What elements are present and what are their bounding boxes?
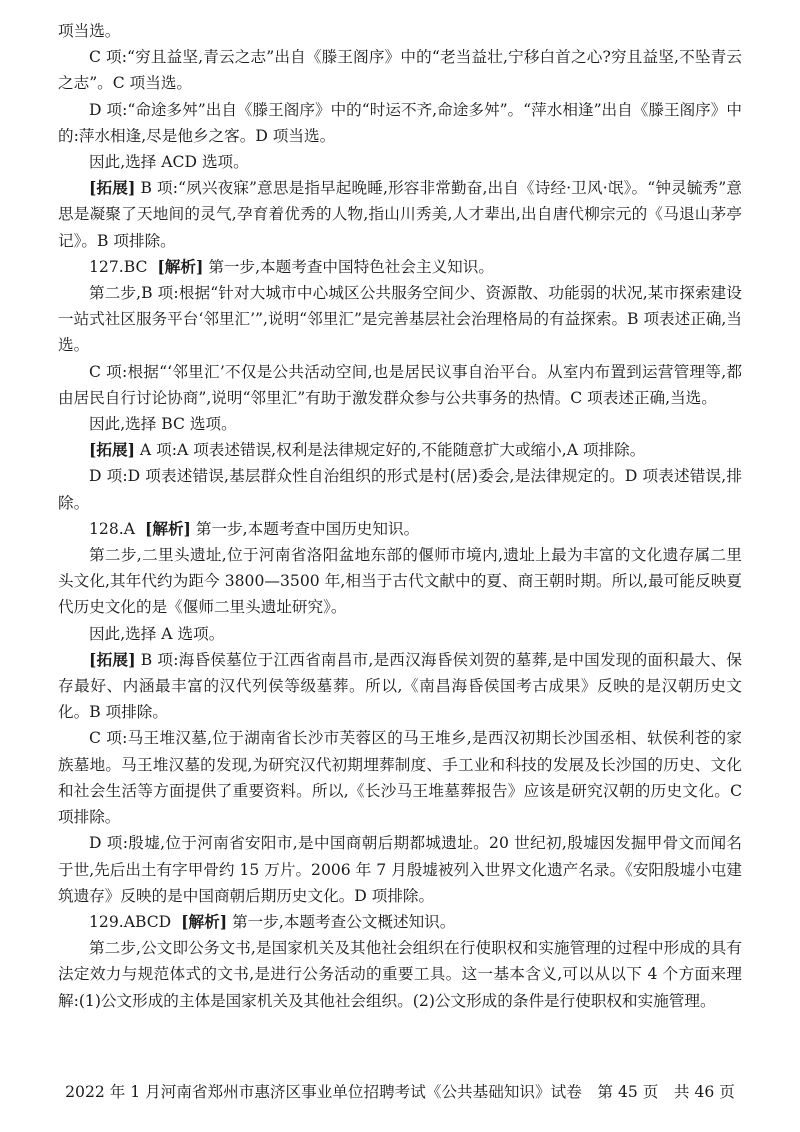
paragraph-p7	[58, 280, 742, 359]
text-run: 因此,选择 BC 选项。	[89, 415, 237, 434]
text-run: 128.A	[89, 519, 135, 538]
text-run: 第二步,二里头遗址,位于河南省洛阳盆地东部的偃师市境内,遗址上最为丰富的文化遗存属二里头文化,其年代约为距今 3800—3500 年,相当于古代文献中的夏、商王朝时期。所以,最可能反映夏代历史文化的是《偃师二里头遗址研究》。	[58, 546, 742, 617]
page-footer: 2022 年 1 月河南省郑州市惠济区事业单位招聘考试《公共基础知识》试卷 第 45 页 共 46 页	[65, 1083, 735, 1101]
paragraph-p8	[58, 359, 742, 411]
text-run: 第二步,公文即公务文书,是国家机关及其他社会组织在行使职权和实施管理的过程中形成的具有法定效力与规范体式的文书,是进行公务活动的重要工具。这一基本含义,可以从以下 4 个方面来理解:(1)公文形成的主体是国家机关及其他社会组织。(2)公文形成的条件是行使职权和实施管理。	[58, 939, 742, 1010]
paragraph-p14	[58, 621, 742, 647]
paragraph-p12	[58, 516, 742, 542]
paragraph-p18	[58, 909, 742, 935]
paragraph-p15	[58, 647, 742, 726]
text-run: B 项:海昏侯墓位于江西省南昌市,是西汉海昏侯刘贺的墓葬,是中国发现的面积最大、保存最好、内涵最丰富的汉代列侯等级墓葬。所以,《南昌海昏侯国考古成果》反映的是汉朝历史文化。B 项排除。	[58, 650, 742, 722]
paragraph-p19	[58, 935, 742, 1014]
text-run: 第二步,B 项:根据“针对大城市中心城区公共服务空间少、资源散、功能弱的状况,某市探索建设一站式社区服务平台‘邻里汇’”,说明“邻里汇”是完善基层社会治理格局的有益探索。B 项表述正确,当选。	[58, 284, 742, 355]
section-tag: [拓展]	[89, 440, 135, 460]
text-run: 项当选。	[58, 22, 121, 40]
text-run: D 项:“命途多舛”出自《滕王阁序》中的“时运不齐,命途多舛”。“萍水相逢”出自《滕王阁序》中的:萍水相逢,尽是他乡之客。D 项当选。	[58, 100, 742, 145]
paragraph-p1	[58, 18, 742, 44]
section-tag: [拓展]	[89, 649, 136, 669]
text-run: C 项:马王堆汉墓,位于湖南省长沙市芙蓉区的马王堆乡,是西汉初期长沙国丞相、轪侯利苍的家族墓地。马王堆汉墓的发现,为研究汉代初期埋葬制度、手工业和科技的发展及长沙国的历史、文化和社会生活等方面提供了重要资料。所以,《长沙马王堆墓葬报告》应该是研究汉朝的历史文化。C 项排除。	[58, 729, 742, 827]
paragraph-p3	[58, 97, 742, 149]
text-run: C 项:“穷且益坚,青云之志”出自《滕王阁序》中的“老当益壮,宁移白首之心?穷且益坚,不坠青云之志”。C 项当选。	[58, 48, 742, 93]
paragraph-p5	[58, 175, 742, 254]
text-run: 第一步,本题考查中国特色社会主义知识。	[203, 257, 494, 276]
text-run: D 项:D 项表述错误,基层群众性自治组织的形式是村(居)委会,是法律规定的。D 项表述错误,排除。	[58, 467, 742, 512]
section-tag: [解析]	[144, 518, 191, 538]
paragraph-p4	[58, 149, 742, 175]
text-run: 127.BC	[89, 257, 148, 276]
paragraph-p11	[58, 463, 742, 515]
paragraph-p6	[58, 254, 742, 280]
text-run: C 项:根据“‘邻里汇’不仅是公共活动空间,也是居民议事自治平台。从室内布置到运营管理等,都由居民自行讨论协商”,说明“邻里汇”有助于激发群众参与公共事务的热情。C 项表述正确,当选。	[58, 362, 742, 407]
section-tag: [解析]	[157, 256, 204, 276]
paragraph-p2	[58, 44, 742, 96]
text-run: A 项:A 项表述错误,权利是法律规定好的,不能随意扩大或缩小,A 项排除。	[134, 441, 646, 460]
paragraph-p17	[58, 830, 742, 909]
text-run: 第一步,本题考查中国历史知识。	[190, 519, 420, 538]
paragraph-p13	[58, 542, 742, 621]
paragraph-p16	[58, 725, 742, 830]
paragraph-p9	[58, 411, 742, 437]
text-run: 因此,选择 A 选项。	[89, 624, 225, 643]
section-tag: [解析]	[181, 911, 228, 931]
paragraph-p10	[58, 437, 742, 463]
text-run: B 项:“夙兴夜寐”意思是指早起晚睡,形容非常勤奋,出自《诗经·卫风·氓》。“钟灵毓秀”意思是凝聚了天地间的灵气,孕育着优秀的人物,指山川秀美,人才辈出,出自唐代柳宗元的《马退山茅亭记》。B 项排除。	[58, 179, 742, 250]
text-run: 129.ABCD	[89, 912, 172, 931]
page-body	[58, 18, 742, 1014]
text-run: D 项:殷墟,位于河南省安阳市,是中国商朝后期都城遗址。20 世纪初,殷墟因发掘甲骨文而闻名于世,先后出土有字甲骨约 15 万片。2006 年 7 月殷墟被列入世界文化遗产名录。《安阳殷墟小屯建筑遗存》反映的是中国商朝后期历史文化。D 项排除。	[58, 834, 742, 905]
text-run: 第一步,本题考查公文概述知识。	[227, 912, 456, 931]
section-tag: [拓展]	[89, 178, 136, 198]
text-run: 因此,选择 ACD 选项。	[89, 153, 249, 172]
